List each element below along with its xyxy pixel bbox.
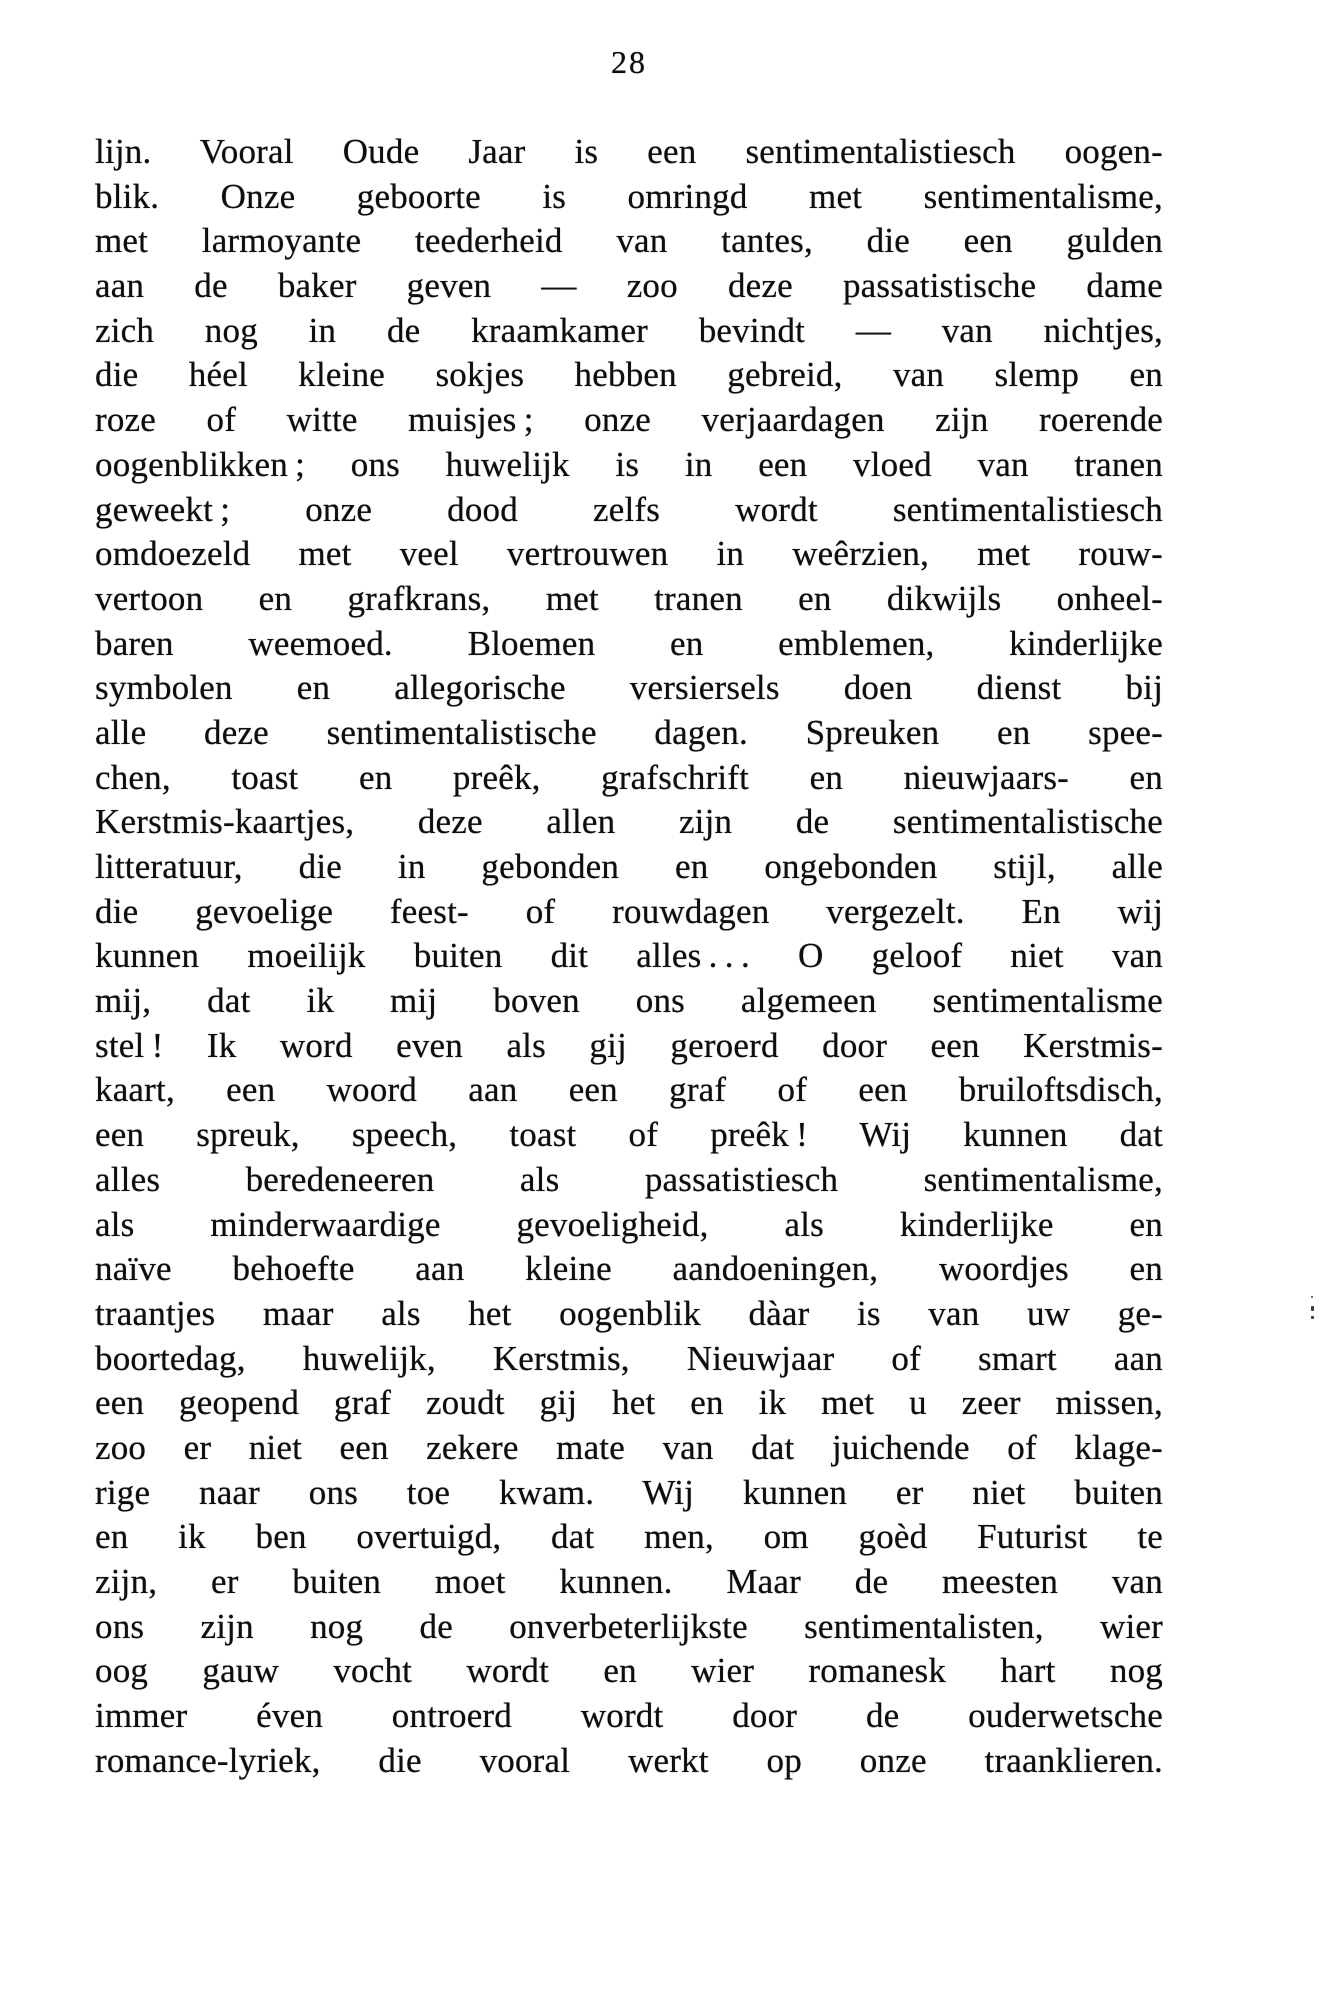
scan-artifact-dots <box>1311 1296 1315 1322</box>
text-line: oogenblikken ; ons huwelijk is in een vloed van tranen <box>95 444 1163 484</box>
text-line: symbolen en allegorische versiersels doen dienst bij <box>95 668 1163 708</box>
text-line: alles beredeneeren als passatistiesch sentimentalisme, <box>95 1159 1163 1199</box>
text-line: chen, toast en preêk, grafschrift en nieuwjaars- en <box>95 757 1163 797</box>
page-number: 28 <box>611 44 647 80</box>
text-line: blik. Onze geboorte is omringd met sentimentalisme, <box>95 176 1163 216</box>
text-line: lijn. Vooral Oude Jaar is een sentimentalistiesch oogen- <box>95 132 1163 171</box>
text-line: stel ! Ik word even als gij geroerd door een Kerstmis- <box>95 1025 1163 1065</box>
text-line: immer éven ontroerd wordt door de ouderwetsche <box>95 1696 1163 1736</box>
text-line: rige naar ons toe kwam. Wij kunnen er niet buiten <box>95 1472 1163 1512</box>
text-line: baren weemoed. Bloemen en emblemen, kinderlijke <box>95 623 1163 663</box>
text-line: die héel kleine sokjes hebben gebreid, van slemp en <box>95 355 1163 395</box>
text-line: Kerstmis-kaartjes, deze allen zijn de sentimentalistische <box>95 802 1163 842</box>
text-line: boortedag, huwelijk, Kerstmis, Nieuwjaar of smart aan <box>95 1338 1163 1378</box>
text-line: kunnen moeilijk buiten dit alles . . . O geloof niet van <box>95 936 1163 976</box>
text-line: vertoon en grafkrans, met tranen en dikwijls onheel- <box>95 578 1163 618</box>
text-line: traantjes maar als het oogenblik dàar is van uw ge- <box>95 1293 1163 1333</box>
text-line: litteratuur, die in gebonden en ongebonden stijl, alle <box>95 847 1163 886</box>
text-line: een geopend graf zoudt gij het en ik met u zeer missen, <box>95 1383 1163 1423</box>
text-line: en ik ben overtuigd, dat men, om goèd Futurist te <box>95 1517 1163 1557</box>
text-line: die gevoelige feest- of rouwdagen vergezelt. En wij <box>95 891 1163 931</box>
text-line: naïve behoefte aan kleine aandoeningen, woordjes en <box>95 1249 1163 1289</box>
text-line: alle deze sentimentalistische dagen. Spreuken en spee- <box>95 712 1163 752</box>
text-line: geweekt ; onze dood zelfs wordt sentimentalistiesch <box>95 489 1163 529</box>
text-line: kaart, een woord aan een graf of een bruiloftsdisch, <box>95 1070 1163 1110</box>
text-line: roze of witte muisjes ; onze verjaardagen zijn roerende <box>95 400 1163 440</box>
body-text <box>95 130 1163 1783</box>
text-line: zijn, er buiten moet kunnen. Maar de meesten van <box>95 1562 1163 1601</box>
text-line: omdoezeld met veel vertrouwen in weêrzien, met rouw- <box>95 534 1163 574</box>
text-line: zoo er niet een zekere mate van dat juichende of klage- <box>95 1427 1163 1467</box>
text-line: een spreuk, speech, toast of preêk ! Wij kunnen dat <box>95 1115 1163 1155</box>
text-line: met larmoyante teederheid van tantes, die een gulden <box>95 221 1163 261</box>
text-line: ons zijn nog de onverbeterlijkste sentimentalisten, wier <box>95 1606 1163 1646</box>
text-line: mij, dat ik mij boven ons algemeen sentimentalisme <box>95 981 1163 1021</box>
text-line: oog gauw vocht wordt en wier romanesk hart nog <box>95 1651 1163 1691</box>
text-line: als minderwaardige gevoeligheid, als kinderlijke en <box>95 1204 1163 1244</box>
text-line: aan de baker geven — zoo deze passatistische dame <box>95 266 1163 306</box>
text-line: romance-lyriek, die vooral werkt op onze traanklieren. <box>95 1740 1163 1780</box>
text-line: zich nog in de kraamkamer bevindt — van nichtjes, <box>95 310 1163 350</box>
